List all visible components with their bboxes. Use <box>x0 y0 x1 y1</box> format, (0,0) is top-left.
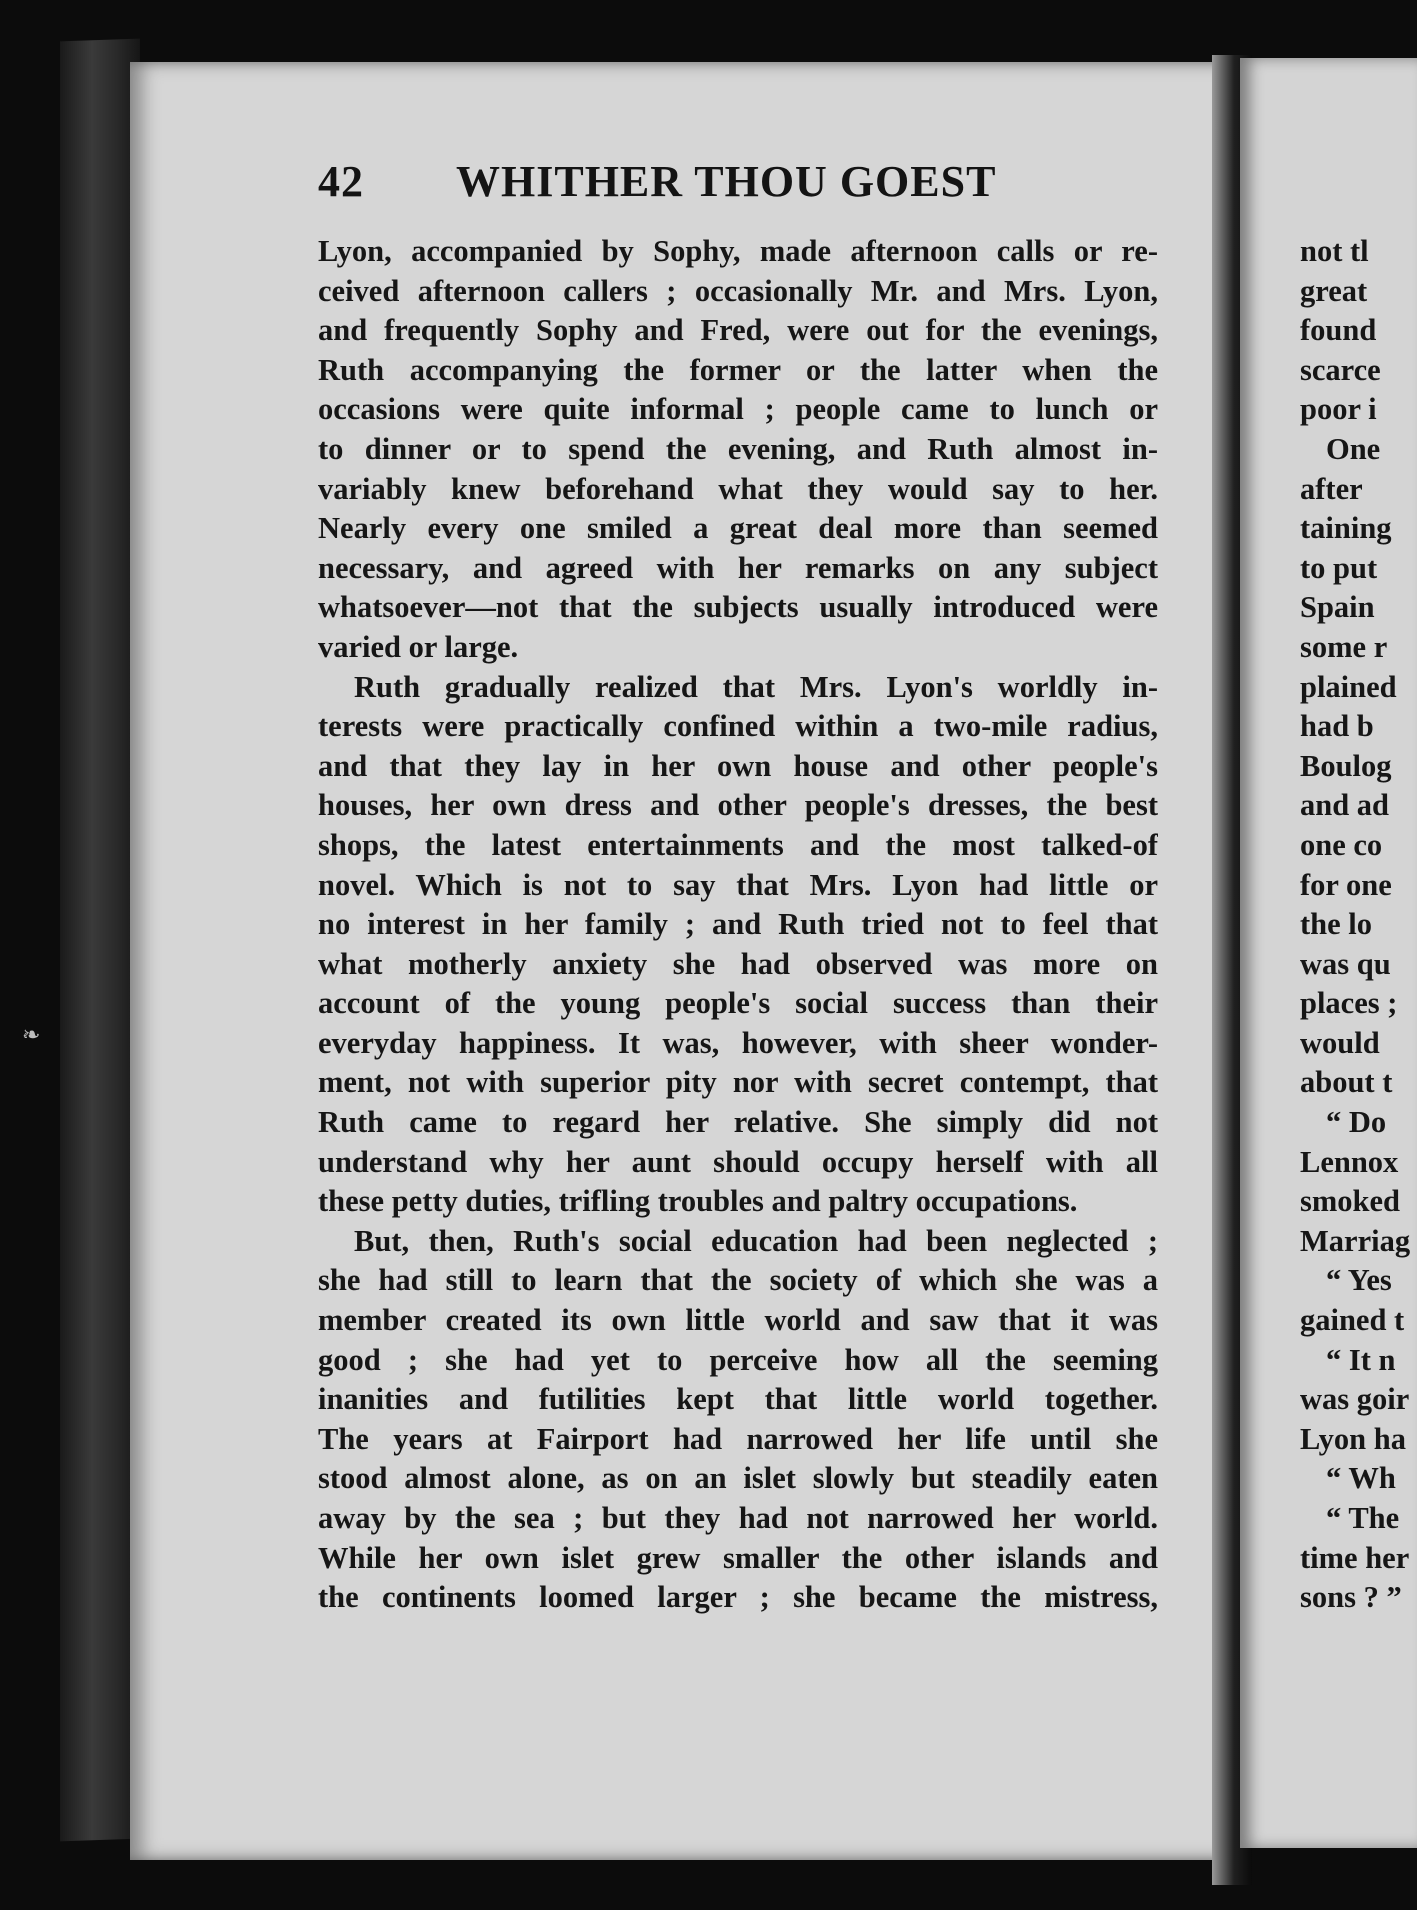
paragraph <box>318 1222 1158 1618</box>
facing-text-line: was goir <box>1300 1382 1410 1417</box>
facing-text-line: was qu <box>1300 946 1391 981</box>
text-line: everyday happiness. It was, however, with sheer wonder- <box>318 1025 1158 1060</box>
text-line: variably knew beforehand what they would say to her. <box>318 471 1158 506</box>
facing-text-line: One <box>1326 431 1381 466</box>
facing-text-line: would <box>1300 1025 1380 1060</box>
text-line: and that they lay in her own house and other people's <box>318 748 1158 783</box>
text-line: While her own islet grew smaller the other islands and <box>318 1540 1158 1575</box>
dust-speck: ❧ <box>22 1022 41 1047</box>
text-line: away by the sea ; but they had not narrowed her world. <box>318 1501 1158 1535</box>
facing-text-line: great <box>1300 273 1368 308</box>
facing-text-line: time her <box>1300 1540 1410 1575</box>
text-line: whatsoever—not that the subjects usually introduced were <box>318 590 1158 625</box>
text-line: occasions were quite informal ; people came to lunch or <box>318 392 1158 427</box>
page-number: 42 <box>318 157 364 206</box>
facing-text-line: Marriag <box>1300 1223 1411 1258</box>
facing-text-line: had b <box>1300 709 1374 744</box>
text-line: necessary, and agreed with her remarks on any subject <box>318 550 1158 585</box>
text-line: The years at Fairport had narrowed her life until she <box>318 1421 1158 1456</box>
text-line: stood almost alone, as on an islet slowly but steadily eaten <box>318 1461 1158 1496</box>
facing-text-line: the lo <box>1300 907 1373 942</box>
facing-text-line: Lennox <box>1300 1144 1399 1179</box>
facing-text-line: “ Wh <box>1326 1461 1396 1496</box>
page-header <box>318 156 1168 206</box>
text-line: houses, her own dress and other people's dresses, the best <box>318 788 1158 823</box>
text-line: ment, not with superior pity nor with secret contempt, that <box>318 1065 1158 1100</box>
facing-text-line: “ It n <box>1326 1342 1396 1377</box>
facing-text-line: found <box>1300 313 1377 348</box>
facing-text-line: “ Yes <box>1326 1263 1392 1298</box>
text-line: member created its own little world and saw that it was <box>318 1303 1158 1338</box>
text-line: Ruth gradually realized that Mrs. Lyon's worldly in- <box>354 669 1158 704</box>
text-line: Ruth accompanying the former or the latter when the <box>318 352 1158 387</box>
facing-text-line: not tl <box>1300 234 1369 268</box>
facing-text-line: Lyon ha <box>1300 1421 1406 1456</box>
facing-text-line: plained <box>1300 669 1397 704</box>
text-line: But, then, Ruth's social education had been neglected ; <box>354 1223 1158 1258</box>
text-line: to dinner or to spend the evening, and Ruth almost in- <box>318 431 1158 466</box>
facing-text-line: one co <box>1300 827 1383 862</box>
text-line: shops, the latest entertainments and the most talked-of <box>318 827 1158 862</box>
facing-text-line: gained t <box>1300 1303 1405 1338</box>
text-line: novel. Which is not to say that Mrs. Lyon had little or <box>318 867 1158 902</box>
text-line: and frequently Sophy and Fred, were out for the evenings, <box>318 313 1158 348</box>
facing-text-line: for one <box>1300 867 1392 902</box>
text-line: no interest in her family ; and Ruth tried not to feel that <box>318 907 1158 942</box>
text-line: ceived afternoon callers ; occasionally Mr. and Mrs. Lyon, <box>318 273 1158 308</box>
facing-text-line: taining <box>1300 511 1392 546</box>
facing-text-line: some r <box>1300 629 1388 664</box>
text-line: she had still to learn that the society of which she was a <box>318 1263 1158 1298</box>
book-spine <box>60 39 140 1842</box>
text-line: varied or large. <box>318 629 519 664</box>
facing-text-line: Boulog <box>1300 748 1392 783</box>
text-line: the continents loomed larger ; she became the mistress, <box>318 1580 1158 1615</box>
facing-text-line: “ The <box>1326 1501 1400 1535</box>
facing-text-line: sons ? ” <box>1300 1580 1402 1615</box>
facing-text-line: and ad <box>1300 788 1390 823</box>
facing-text-line: to put <box>1300 550 1378 585</box>
facing-text-line: poor i <box>1300 392 1377 427</box>
facing-text-line: scarce <box>1300 352 1381 387</box>
text-line: what motherly anxiety she had observed was more on <box>318 946 1158 981</box>
text-line: terests were practically confined within a two-mile radius, <box>318 709 1158 744</box>
body-text <box>318 232 1158 1618</box>
running-head: WHITHER THOU GOEST <box>456 157 997 206</box>
paragraph <box>318 668 1158 1222</box>
text-line: Lyon, accompanied by Sophy, made afternoon calls or re- <box>318 234 1158 268</box>
facing-text-line: “ Do <box>1326 1105 1387 1140</box>
text-line: these petty duties, trifling troubles and paltry occupations. <box>318 1184 1078 1219</box>
text-line: Ruth came to regard her relative. She simply did not <box>318 1105 1158 1140</box>
paragraph <box>318 232 1158 668</box>
facing-text-line: after <box>1300 471 1363 506</box>
text-line: inanities and futilities kept that little world together. <box>318 1382 1158 1417</box>
text-line: understand why her aunt should occupy herself with all <box>318 1144 1158 1179</box>
facing-text-line: smoked <box>1300 1184 1400 1219</box>
facing-text-line: about t <box>1300 1065 1393 1100</box>
text-line: good ; she had yet to perceive how all the seeming <box>318 1342 1158 1377</box>
text-line: Nearly every one smiled a great deal more than seemed <box>318 511 1158 546</box>
text-line: account of the young people's social success than their <box>318 986 1158 1021</box>
facing-page-text <box>1300 232 1417 1618</box>
facing-text-line: Spain <box>1300 590 1375 625</box>
facing-text-line: places ; <box>1300 986 1398 1021</box>
